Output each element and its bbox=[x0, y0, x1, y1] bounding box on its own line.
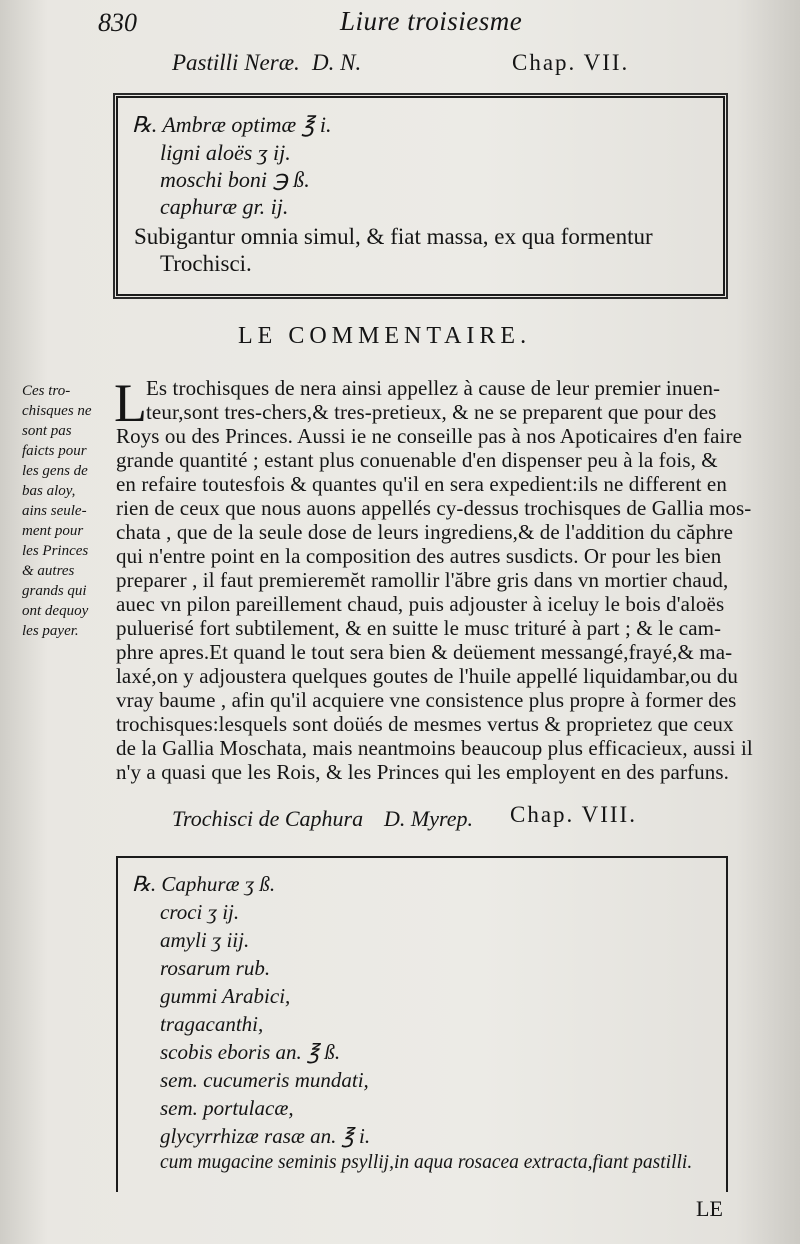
margin-note-line: les Princes bbox=[22, 543, 89, 559]
margin-note-line: faicts pour bbox=[22, 443, 87, 459]
formula-line: caphuræ gr. ij. bbox=[160, 194, 289, 219]
instruction-line: Trochisci. bbox=[160, 251, 252, 276]
section1-title: Pastilli Neræ. bbox=[172, 50, 300, 75]
body-line: puluerisé fort subtilement, & en suitte le musc trituré à part ; & le cam- bbox=[116, 616, 722, 640]
margin-note-line: Ces tro- bbox=[22, 383, 71, 399]
section1-chapter: Chap. VII. bbox=[512, 50, 630, 75]
body-line: trochisques:lesquels sont doüés de mesmes vertus & proprietez que ceux bbox=[116, 712, 734, 736]
commentary-heading: LE COMMENTAIRE. bbox=[238, 323, 532, 349]
formula-line: sem. cucumeris mundati, bbox=[160, 1068, 369, 1092]
section1-ref: D. N. bbox=[312, 50, 362, 75]
formula-line: gummi Arabici, bbox=[160, 984, 291, 1008]
formula-line: ℞. Caphuræ ʒ ß. bbox=[132, 872, 276, 896]
formula-line: cum mugacine seminis psyllij,in aqua rosacea extracta,fiant pastilli. bbox=[160, 1152, 693, 1173]
margin-note-line: grands qui bbox=[22, 583, 87, 599]
body-line: n'y a quasi que les Rois, & les Princes qui les employent en des parfuns. bbox=[116, 760, 729, 784]
body-line: teur,sont tres-chers,& tres-pretieux, & ne se preparent que pour des bbox=[146, 400, 717, 424]
catchword: LE bbox=[696, 1196, 723, 1221]
margin-note-line: & autres bbox=[22, 563, 75, 579]
page-number: 830 bbox=[98, 8, 137, 37]
body-line: preparer , il faut premieremĕt ramollir l'ăbre gris dans vn mortier chaud, bbox=[116, 568, 729, 592]
margin-note-line: les payer. bbox=[22, 623, 79, 639]
body-line: rien de ceux que nous auons appellés cy-dessus trochisques de Gallia mos- bbox=[116, 496, 752, 520]
section2-title: Trochisci de Caphura bbox=[172, 806, 364, 831]
formula-line: moschi boni ℈ ß. bbox=[160, 167, 310, 192]
formula-line: tragacanthi, bbox=[160, 1012, 264, 1036]
margin-note-line: ont dequoy bbox=[22, 603, 89, 619]
body-line: Es trochisques de nera ainsi appellez à cause de leur premier inuen- bbox=[146, 376, 721, 400]
margin-note-line: sont pas bbox=[22, 423, 72, 439]
formula-line: croci ʒ ij. bbox=[160, 900, 240, 924]
body-line: phre apres.Et quand le tout sera bien & deüement messangé,frayé,& ma- bbox=[116, 640, 733, 664]
margin-note-line: bas aloy, bbox=[22, 483, 76, 499]
formula-line: glycyrrhizæ rasæ an. ℥ i. bbox=[160, 1124, 371, 1148]
body-line: qui n'entre point en la composition des autres susdicts. Or pour les bien bbox=[116, 544, 722, 568]
body-line: vray baume , afin qu'il acquiere vne consistence plus propre à former des bbox=[116, 688, 737, 712]
margin-note-line: ains seule- bbox=[22, 503, 87, 519]
drop-cap: L bbox=[114, 373, 147, 433]
formula-line: ligni aloës ʒ ij. bbox=[160, 140, 291, 165]
margin-note-line: chisques ne bbox=[22, 403, 92, 419]
body-line: auec vn pilon pareillement chaud, puis adjouster à iceluy le bois d'aloës bbox=[116, 592, 725, 616]
body-line: en refaire toutesfois & quantes qu'il en sera expedient:ils ne different en bbox=[116, 472, 727, 496]
formula-line: amyli ʒ iij. bbox=[160, 928, 250, 952]
running-title: Liure troisiesme bbox=[340, 6, 523, 36]
formula-line: scobis eboris an. ℥ ß. bbox=[160, 1040, 341, 1064]
section2-ref: D. Myrep. bbox=[384, 806, 473, 831]
formula-line: ℞. Ambræ optimæ ℥ i. bbox=[132, 112, 332, 137]
margin-note-line: les gens de bbox=[22, 463, 88, 479]
body-line: de la Gallia Moschata, mais neantmoins beaucoup plus efficacieux, aussi il bbox=[116, 736, 753, 760]
margin-note-line: ment pour bbox=[22, 523, 84, 539]
body-line: laxé,on y adjoustera quelques goutes de l'huile appellé liquidambar,ou du bbox=[116, 664, 738, 688]
formula-line: rosarum rub. bbox=[160, 956, 271, 980]
formula-line: sem. portulacæ, bbox=[160, 1096, 294, 1120]
body-line: grande quantité ; estant plus conuenable d'en dispenser peu à la fois, & bbox=[116, 448, 718, 472]
instruction-line: Subigantur omnia simul, & fiat massa, ex qua formentur bbox=[134, 224, 653, 249]
body-line: chata , que de la seule dose de leurs ingrediens,& de l'addition du căphre bbox=[116, 520, 734, 544]
section2-chapter: Chap. VIII. bbox=[510, 802, 637, 827]
body-line: Roys ou des Princes. Aussi ie ne conseille pas à nos Apoticaires d'en faire bbox=[116, 424, 742, 448]
